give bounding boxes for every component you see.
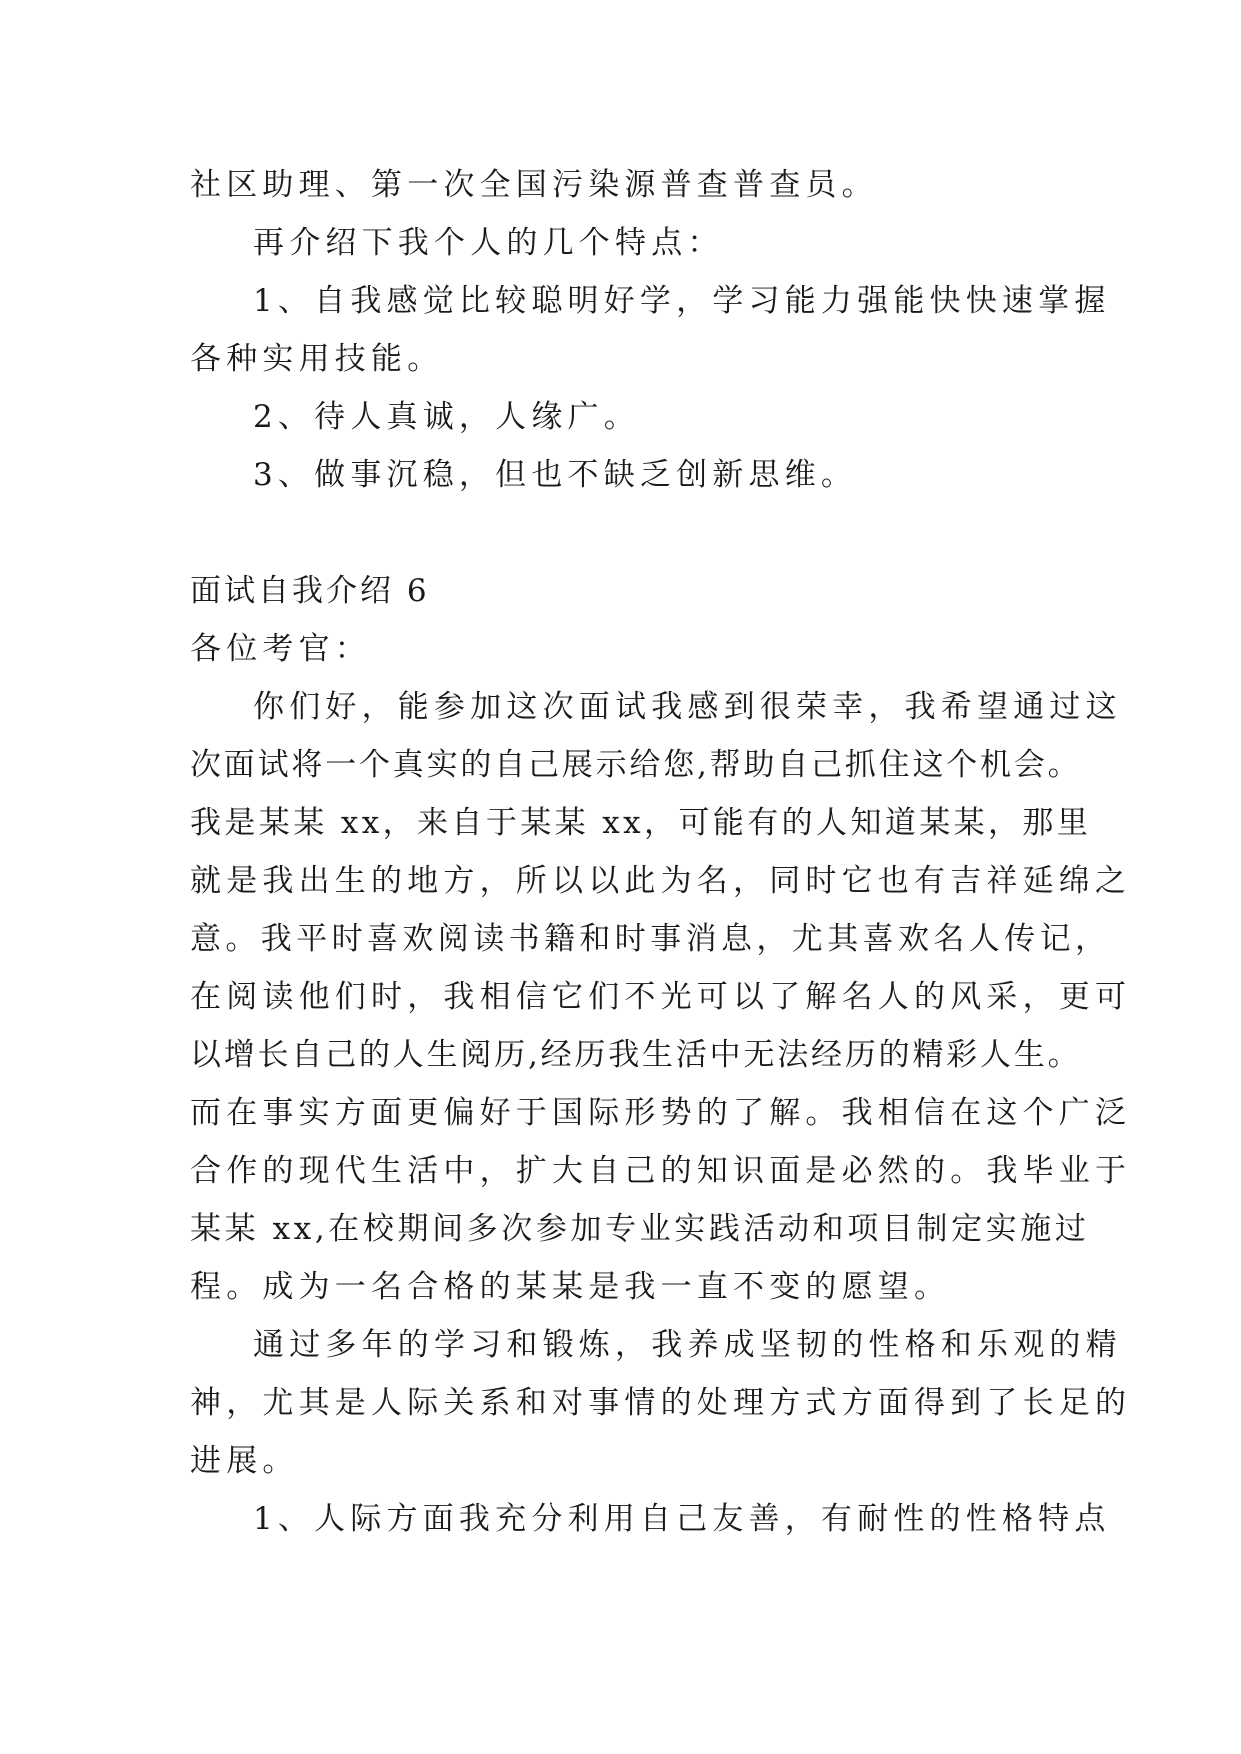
text-line: 通过多年的学习和锻炼，我养成坚韧的性格和乐观的精 — [253, 1327, 1122, 1363]
text-line: 而在事实方面更偏好于国际形势的了解。我相信在这个广泛 — [190, 1095, 1132, 1131]
text-line: 以增长自己的人生阅历,经历我生活中无法经历的精彩人生。 — [190, 1037, 1082, 1073]
text-line: 3、做事沉稳，但也不缺乏创新思维。 — [253, 457, 858, 493]
text-line: 合作的现代生活中，扩大自己的知识面是必然的。我毕业于 — [190, 1153, 1132, 1189]
text-line: 在阅读他们时，我相信它们不光可以了解名人的风采，更可 — [190, 979, 1132, 1015]
text-line: 某某 xx,在校期间多次参加专业实践活动和项目制定实施过 — [190, 1211, 1090, 1247]
text-line: 意。我平时喜欢阅读书籍和时事消息，尤其喜欢名人传记， — [190, 921, 1111, 957]
text-line: 程。成为一名合格的某某是我一直不变的愿望。 — [190, 1269, 951, 1305]
text-line: 你们好，能参加这次面试我感到很荣幸，我希望通过这 — [253, 689, 1122, 725]
text-line: 1、自我感觉比较聪明好学，学习能力强能快快速掌握 — [253, 283, 1111, 319]
salutation: 各位考官： — [190, 631, 371, 667]
text-line: 再介绍下我个人的几个特点： — [253, 225, 724, 261]
text-line: 次面试将一个真实的自己展示给您,帮助自己抓住这个机会。 — [190, 747, 1082, 783]
text-line: 神，尤其是人际关系和对事情的处理方式方面得到了长足的 — [190, 1385, 1132, 1421]
text-line: 社区助理、第一次全国污染源普查普查员。 — [190, 167, 878, 203]
text-line: 各种实用技能。 — [190, 341, 444, 377]
section-heading: 面试自我介绍 6 — [190, 573, 430, 609]
text-line: 1、人际方面我充分利用自己友善，有耐性的性格特点 — [253, 1501, 1111, 1537]
text-line: 进展。 — [190, 1443, 299, 1479]
text-line: 就是我出生的地方，所以以此为名，同时它也有吉祥延绵之 — [190, 863, 1132, 899]
text-line: 我是某某 xx，来自于某某 xx，可能有的人知道某某，那里 — [190, 805, 1092, 841]
text-line: 2、待人真诚，人缘广。 — [253, 399, 640, 435]
